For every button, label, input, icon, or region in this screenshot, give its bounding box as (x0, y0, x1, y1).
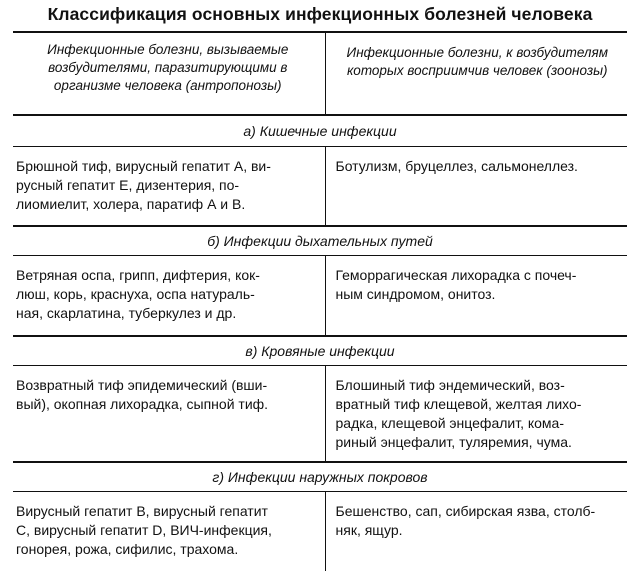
cell-line: вый), окопная лихорадка, сыпной тиф. (16, 395, 316, 414)
classification-table (13, 31, 627, 571)
header-anthroponoses (13, 32, 325, 115)
header-right-line: Инфекционные болезни, к возбудителям (330, 44, 626, 62)
header-left-line: возбудителями, паразитирующими в (15, 59, 321, 77)
cell-line: няк, ящур. (336, 521, 625, 540)
table-row (13, 147, 627, 227)
section-label: г) Инфекции наружных покровов (13, 462, 627, 492)
page-title: Классификация основных инфекционных болезней человека (0, 2, 640, 26)
zoonoses-cell (325, 366, 627, 463)
cell-line: Геморрагическая лихорадка с почеч- (336, 266, 625, 285)
section-label: в) Кровяные инфекции (13, 336, 627, 366)
cell-line: Ботулизм, бруцеллез, сальмонеллез. (336, 157, 625, 176)
cell-line: гонорея, рожа, сифилис, трахома. (16, 540, 316, 559)
header-zoonoses (325, 32, 627, 115)
cell-line: лиомиелит, холера, паратиф А и В. (16, 195, 316, 214)
cell-line: русный гепатит Е, дизентерия, по- (16, 176, 316, 195)
cell-line: ным синдромом, онитоз. (336, 285, 625, 304)
header-left-line: организме человека (антропонозы) (15, 77, 321, 95)
zoonoses-cell (325, 492, 627, 571)
header-left-line: Инфекционные болезни, вызываемые (15, 41, 321, 59)
table-row (13, 492, 627, 571)
header-right-line: которых восприимчив человек (зоонозы) (330, 62, 626, 80)
table-header-row (13, 32, 627, 115)
cell-line: Бешенство, сап, сибирская язва, столб- (336, 502, 625, 521)
section-label: а) Кишечные инфекции (13, 115, 627, 147)
anthroponoses-cell (13, 492, 325, 571)
cell-line: радка, клещевой энцефалит, кома- (336, 414, 625, 433)
cell-line: Возвратный тиф эпидемический (вши- (16, 376, 316, 395)
zoonoses-cell (325, 256, 627, 337)
zoonoses-cell (325, 147, 627, 227)
cell-line: С, вирусный гепатит D, ВИЧ-инфекция, (16, 521, 316, 540)
cell-line: вратный тиф клещевой, желтая лихо- (336, 395, 625, 414)
cell-line: риный энцефалит, туляремия, чума. (336, 433, 625, 452)
section-row-skin (13, 462, 627, 492)
anthroponoses-cell (13, 147, 325, 227)
anthroponoses-cell (13, 256, 325, 337)
cell-line: Блошиный тиф эндемический, воз- (336, 376, 625, 395)
anthroponoses-cell (13, 366, 325, 463)
cell-line: люш, корь, краснуха, оспа натураль- (16, 285, 316, 304)
cell-line: Ветряная оспа, грипп, дифтерия, кок- (16, 266, 316, 285)
cell-line: Брюшной тиф, вирусный гепатит А, ви- (16, 157, 316, 176)
cell-line: Вирусный гепатит В, вирусный гепатит (16, 502, 316, 521)
section-row-respiratory (13, 226, 627, 256)
table-row (13, 256, 627, 337)
section-label: б) Инфекции дыхательных путей (13, 226, 627, 256)
cell-line: ная, скарлатина, туберкулез и др. (16, 304, 316, 323)
section-row-blood (13, 336, 627, 366)
table-row (13, 366, 627, 463)
section-row-intestinal (13, 115, 627, 147)
